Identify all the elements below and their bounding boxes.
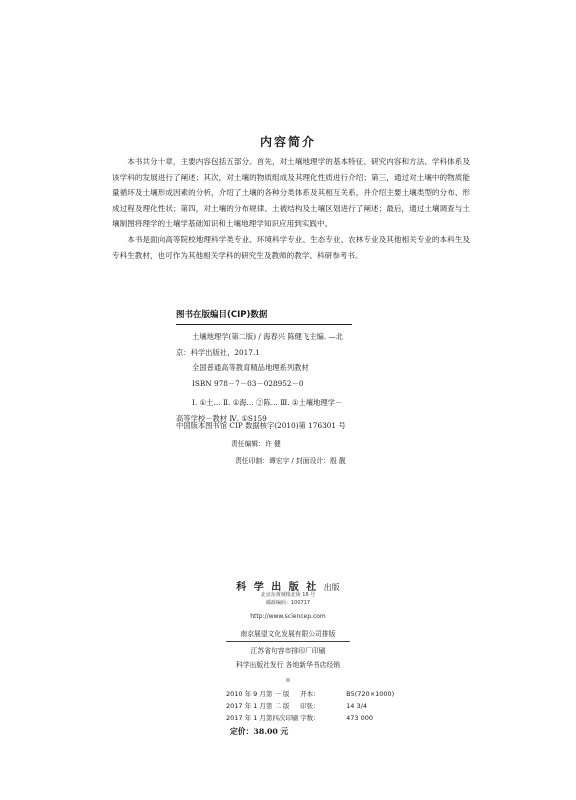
production-credits: 责任印制：谭宏宇 / 封面设计：殷 靓 (235, 456, 346, 465)
cip-line: 京：科学出版社，2017.1 (176, 347, 260, 357)
postcode-line: 邮政编码：100717 (265, 599, 311, 606)
content-summary (112, 154, 470, 263)
address-line: 北京东黄城根北街 16 号 (260, 592, 316, 598)
cip-line: Ⅰ. ①土… Ⅱ. ①海… ②陈… Ⅲ. ①土壤地理学－ (192, 398, 343, 408)
printing-info (226, 688, 394, 725)
cip-number: 中国版本图书馆 CIP 数据核字(2010)第 176301 号 (176, 421, 346, 430)
spec-value: 14 3/4 (346, 702, 367, 711)
star-separator: ＊ (284, 676, 292, 684)
edition-date: 2017 年 1 月第 二 版 (226, 702, 290, 711)
cip-line: 土壤地理学(第二版) / 海春兴 陈健飞主编. —北 (192, 332, 344, 341)
spec-label: 印张： (300, 702, 320, 711)
cip-line: 全国普通高等教育精品地理系列教材 (192, 363, 309, 373)
spec-value: B5(720×1000) (346, 690, 395, 698)
distributor-line: 科学出版社发行 各地新华书店经销 (235, 661, 341, 669)
divider-line (226, 641, 350, 642)
price: 定价：38.00 元 (230, 727, 289, 736)
summary-paragraph-2: 本书是面向高等院校地理科学类专业、环境科学专业、生态专业、农林专业及其他相关专业的本科生及专科生教材，也可作为其他相关学科的研究生及教师的教学、科研参考书。 (112, 234, 470, 260)
editor-credits (231, 436, 346, 469)
typesetter-line: 南京展望文化发展有限公司排版 (240, 630, 336, 638)
publisher-name-text: 科 学 出 版 社 (236, 582, 319, 593)
cip-record (176, 329, 388, 427)
printer-line: 江苏省句容市排印厂印刷 (250, 647, 326, 655)
publisher-address (0, 592, 576, 607)
responsible-editor: 责任编辑：许 健 (231, 440, 281, 448)
spec-label: 字数： (300, 714, 320, 723)
publisher-suffix: 出版 (323, 583, 340, 592)
edition-date: 2017 年 1 月第四次印刷 (226, 714, 299, 723)
spec-value: 473 000 (346, 714, 374, 723)
printing-row (226, 712, 394, 724)
publisher-website: http://www.sciencep.com (250, 613, 326, 620)
cip-isbn: ISBN 978－7－03－028952－0 (192, 378, 304, 388)
cip-divider (176, 324, 352, 325)
publisher-name (0, 578, 576, 593)
page-title: 内容简介 (259, 135, 316, 149)
edition-date: 2010 年 9 月第 一 版 (226, 690, 290, 698)
cip-line: 高等学校－教材 Ⅳ. ①S159 (176, 413, 267, 423)
spec-label: 开本： (300, 690, 320, 698)
cip-header: 图书在版编目(CIP)数据 (176, 310, 268, 320)
summary-paragraph-1: 本书共分十章，主要内容包括五部分。首先，对土壤地理学的基本特征、研究内容和方法、学科体系及该学科的发展进行了阐述；其次，对土壤的物质组成及其理化性质进行介绍；第三，通过对土壤中的物质能量循环及土壤形成因素的分析，介绍了土壤的各种分类体系及其相互关系，并介绍主要土壤类型的分布、形成过程及理化性状；第四，对土壤的分布规律、土被结构及土壤区划进行了阐述；最后，通过土壤调查与土壤制图将理学的土壤学基础知识和土壤地理学知识应用到实践中。 (112, 157, 470, 229)
printing-row (226, 700, 394, 712)
printing-row (226, 688, 394, 700)
